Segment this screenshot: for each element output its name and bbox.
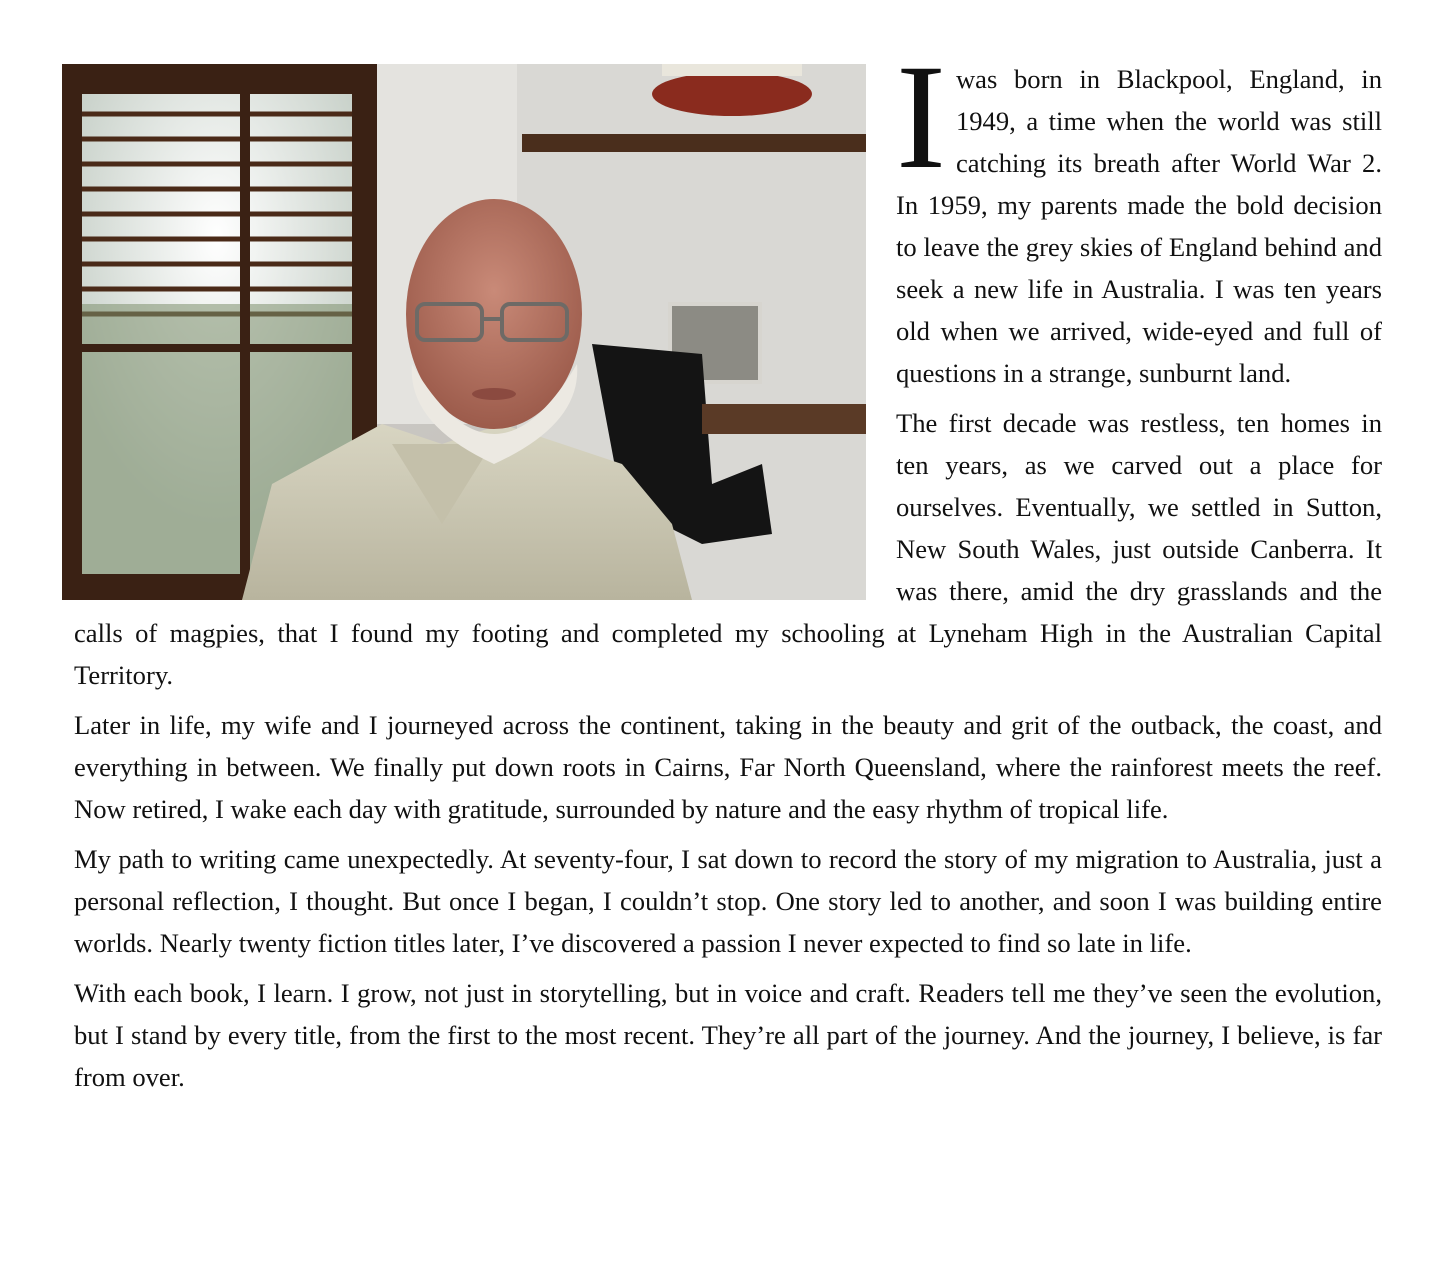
article	[62, 34, 1382, 1106]
paragraph-1-text: was born in Blackpool, England, in 1949, a time when the world was still catching its breath after World War 2. In 1959, my parents made the bold decision to leave the grey skies of England behind and seek a new life in Australia. I was ten years old when we arrived, wide-eyed and full of questions in a strange, sunburnt land.	[896, 64, 1382, 388]
article-paragraph-5: With each book, I learn. I grow, not just in storytelling, but in voice and craft. Readers tell me they’ve seen the evolution, but I stand by every title, from the first to the most recent. They’re all part of the journey. And the journey, I believe, is far from over.	[74, 978, 1382, 1092]
article-paragraph-4: My path to writing came unexpectedly. At seventy-four, I sat down to record the story of my migration to Australia, just a personal reflection, I thought. But once I began, I couldn’t stop. One story led to another, and soon I was building entire worlds. Nearly twenty fiction titles later, I’ve discovered a passion I never expected to find so late in life.	[74, 844, 1382, 958]
author-portrait-photo	[62, 64, 866, 600]
article-paragraph-3: Later in life, my wife and I journeyed across the continent, taking in the beauty and grit of the outback, the coast, and everything in between. We finally put down roots in Cairns, Far North Queensland, where the rainforest meets the reef. Now retired, I wake each day with gratitude, surrounded by nature and the easy rhythm of tropical life.	[74, 710, 1382, 824]
drop-cap: I	[896, 34, 946, 200]
article-paragraph-2: The first decade was restless, ten homes in ten years, as we carved out a place for ourselves. Eventually, we settled in Sutton, New South Wales, just outside Canberra. It was there, amid the dry grasslands and the calls of magpies, that I found my footing and completed my schooling at Lyneham High in the Australian Capital Territory.	[74, 408, 1382, 690]
